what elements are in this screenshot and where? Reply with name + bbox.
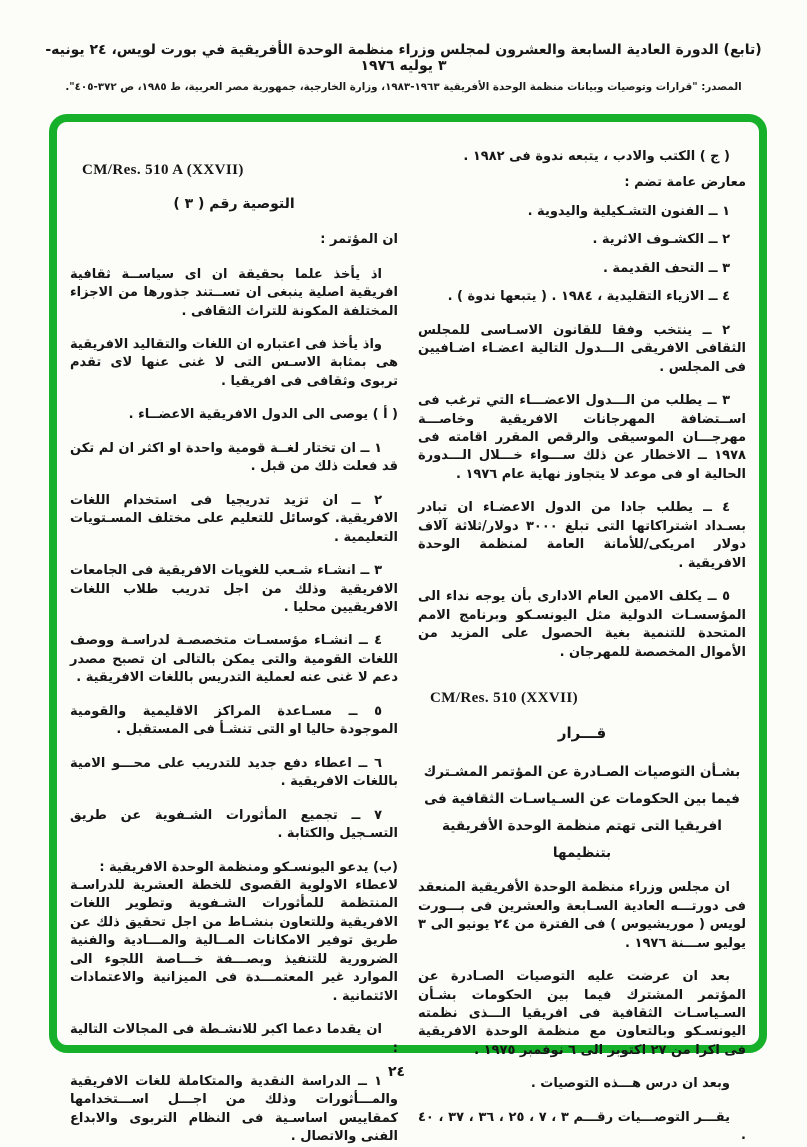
section-a-heading: ( أ ) يوصى الى الدول الافريقية الاعضــاء .	[128, 407, 398, 423]
resolution-item-5: ٥ ــ يكلف الامين العام الادارى بأن يوجه نداء الى المؤسسـات الدولية مثل اليونسـكو وبرنامج الامم المتحدة للتنمية بغية الحصول على المزيد من الأموال المخصصة للمهرجان .	[418, 589, 746, 660]
paragraph-critical-study: ١ ــ الدراسة النقدية والمتكاملة للغات الافريقية والمـــأثورات وذلك من اجـــل اســـتخدامها كمقاييس اساسـية فى النظام التربوى والابداع الفنى والاتصال .	[70, 1074, 398, 1145]
content-border	[49, 114, 767, 1145]
paragraph-cultural-heritage: اذ يأخذ علما بحقيقة ان اى سياســة ثقافية افريقية اصلية ينبغى ان تســتند جذورها من الاجزاء المختلفة المكونة للتراث الثقافى .	[70, 266, 398, 319]
exhibition-item: ٢ ــ الكشـوف الاثرية .	[592, 232, 730, 248]
resolution-item-2: ٢ ــ ينتخب وفقا للقانون الاسـاسى للمجلس الثقافى الافريقى الـــدول التالية اعضـاء اضـافيين فى المجلس .	[418, 322, 746, 375]
section-b-heading: (ب) يدعو اليونسـكو ومنظمة الوحدة الافريقية :	[99, 859, 398, 875]
resolution-id-510a: CM/Res. 510 A (XXVII)	[82, 162, 244, 178]
header-session-title: (تابع) الدورة العادية السابعة والعشرون لمجلس وزراء منظمة الوحدة الأفريقية في بورت لويس، ٢٤ يونيه- ٣ يوليه ١٩٧٦	[45, 42, 762, 74]
recommendation-item-1: ١ ــ ان تختار لغــة قومية واحدة او اكثر ان لم تكن قد فعلت ذلك من قبل .	[70, 440, 398, 475]
exhibition-item: ٤ ــ الازياء التقليدية ، ١٩٨٤ . ( يتبعها ندوة ) .	[447, 289, 730, 305]
resolution-title: قـــرار	[557, 724, 607, 743]
exhibition-item: ٣ ــ التحف القديمة .	[602, 260, 730, 276]
recommendation-item-4: ٤ ــ انشـاء مؤسسـات متخصصـة لدراسـة ووصف اللغات القومية والتى يمكن بالتالى ان تصبح مصدر دعم لا غنى عنه لعملية التدريس باللغات الافريقية .	[70, 633, 398, 686]
recommendation-item-3: ٣ ــ انشـاء شـعب للغويات الافريقية فى الجامعات الافريقية وذلك من اجل تدريب طلاب اللغات الافريقيين محليا .	[70, 563, 398, 615]
column-right	[418, 148, 747, 1144]
conference-intro: ان المؤتمر :	[320, 232, 398, 248]
recommendation-item-2: ٢ ــ ان تزيد تدريجيا فى استخدام اللغات الافريقية. كوسائل للتعليم على مختلف المسـتويات التعليمية .	[70, 492, 398, 545]
resolution-item-3: ٣ ــ يطلب من الـــدول الاعضـــاء التي ترغب فى اســتضافة المهرجانات الافريقية وخاصـــة مهرجـــان الموسيقى والرقص المقرر اقامته فى ١٩٧٨ ــ الاخطار عن ذلك ســـواء خـــلال الـــدورة الحالية او فى موعد لا يتجاوز نهاية عام ١٩٧٦ .	[418, 393, 746, 482]
recommendation-number-title: التوصية رقم ( ٣ )	[173, 196, 295, 213]
resolution-id-510: CM/Res. 510 (XXVII)	[430, 689, 578, 706]
resolution-subject: بشـأن التوصيات الصـادرة عن المؤتمر المشـترك فيما بين الحكومات عن السـياسـات الثقافية فى افريقيا التى تهتم منظمة الوحدة الأفريقية بتنظيمها	[423, 763, 741, 862]
recommendation-item-5: ٥ ــ مسـاعدة المراكز الاقليمية والقومية الموجودة حاليا او التى تنشـأ فى المستقبل .	[70, 703, 398, 738]
resolution-item-4: ٤ ــ يطلب جادا من الدول الاعضـاء ان تبادر بسـداد اشتراكاتها التى تبلغ ٣٠٠٠ دولار/ثلاثة آلاف دولار امريكى/للأمانة العامة لمنظمة الوحدة الافريقية .	[418, 500, 746, 571]
paragraph-languages-traditions: واذ يأخذ فى اعتباره ان اللغات والتقاليد الافريقية هى بمثابة الاسـس التى لا غنى عنها لاى تقدم تربوى وثقافى فى افريقيا .	[70, 336, 398, 389]
two-column-layout	[70, 148, 747, 1145]
exhibitions-intro: معارض عامة تضم :	[624, 175, 746, 191]
recommendation-item-7: ٧ ــ تجميع المأثورات الشـفوية عن طريق التسـجيل والكتابة .	[70, 807, 398, 842]
header-source-citation: المصدر: "قرارات وتوصيات وبيانات منظمة الوحدة الأفريقية ١٩٦٣-١٩٨٣، وزارة الخارجية، جمهورية مصر العربية، ط ١٩٨٥، ص ٣٧٢-٤٠٥".	[65, 81, 742, 93]
recommendation-item-6: ٦ ــ اعطاء دفع جديد للتدريب على محـــو الامية باللغات الافريقية .	[70, 755, 398, 790]
paragraph-studied: وبعد ان درس هـــذه التوصيات .	[530, 1076, 730, 1092]
paragraph-unesco-oau: لاعطاء الاولوية القصوى للخطة العشرية للدراسـة المنتظمة للمأثورات الشـفوية وتطوير اللغات الافريقية وللتعاون بنشـاط من اجل تحقيق ذلك عن طريق توفير الامكانات المــالية والمـــادية والفنية الضرورية للتنفيذ وبصـــفة خـــاصة اللجوء الى الموارد غير المعتمـــدة فى الميزانية والاعتمادات الائتمانية .	[70, 877, 398, 1004]
page-number: ٢٤	[387, 1064, 406, 1080]
paragraph-council-session: ان مجلس وزراء منظمة الوحدة الأفريقية المنعقد فى دورتـــه العادية السـابعة والعشرين فى بـــورت لويس ( موريشيوس ) فى الفترة من ٢٤ يونيو الى ٣ يوليو ســـنة ١٩٧٦ .	[418, 880, 747, 951]
paragraph-greater-support: ان يقدما دعما اكبر للانشـطة فى المجالات التالية :	[70, 1022, 398, 1056]
item-c-books: ( ج ) الكتب والادب ، يتبعه ندوة فى ١٩٨٢ .	[463, 149, 730, 164]
exhibition-item: ١ ــ الفنون التشـكيلية واليدوية .	[527, 203, 730, 219]
paragraph-recommendations-presented: بعد ان عرضت عليه التوصيات الصـادرة عن المؤتمر المشترك فيما بين الحكومات بشـأن السـياسـات الثقافية فى افريقيا الـــذى نظمته اليونسـكو وبالتعاون مع منظمة الوحدة الافريقية فى اكرا من ٢٧ اكتوبر الى ٦ نوفمبر ١٩٧٥ .	[418, 969, 746, 1058]
document-header	[40, 42, 767, 93]
paragraph-approves-numbers: يقـــر التوصـــيات رقـــم ٣ ، ٧ ، ٢٥ ، ٣٦ ، ٣٧ ، ٤٠ .	[418, 1109, 746, 1144]
